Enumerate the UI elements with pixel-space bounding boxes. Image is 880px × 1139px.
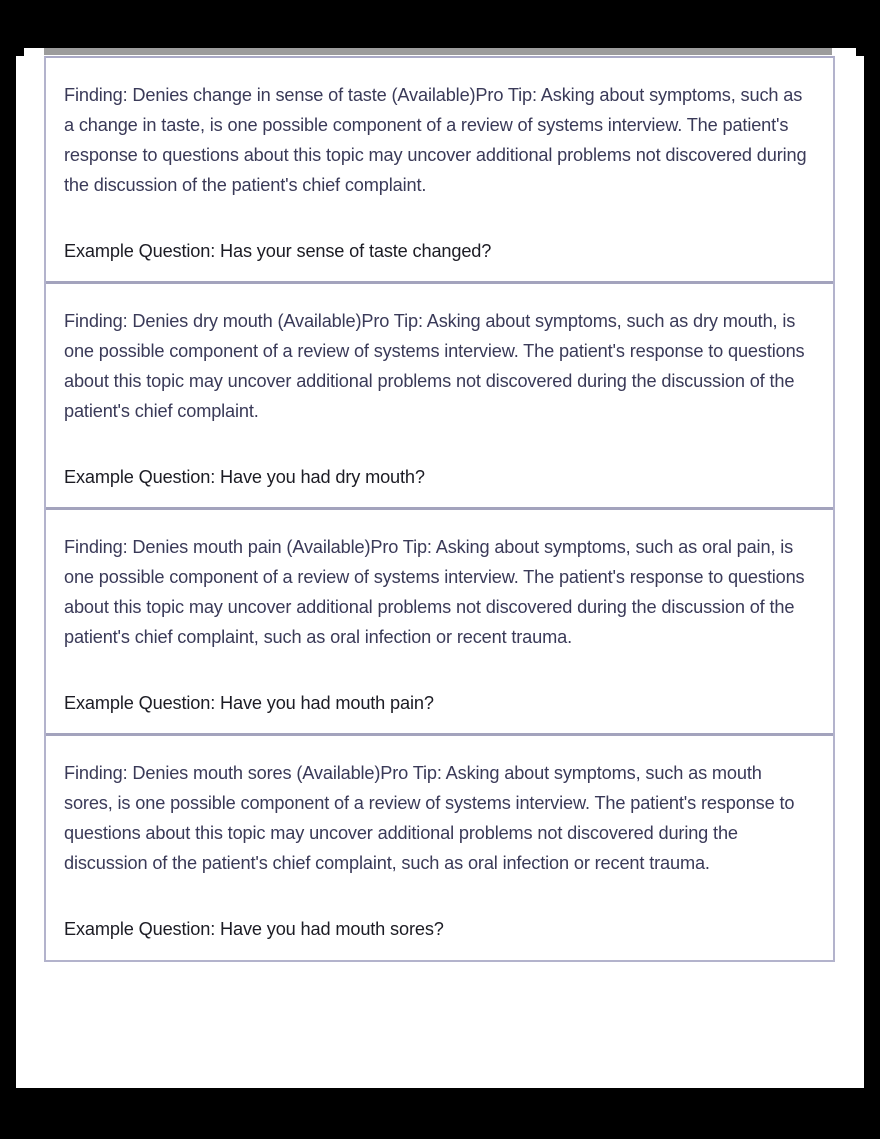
finding-card-taste (46, 58, 833, 284)
finding-text: Finding: Denies dry mouth (Available)Pro Tip: Asking about symptoms, such as dry mouth, is one possible component of a review of systems interview. The patient's response to questions about this topic may uncover additional problems not discovered during the discussion of the patient's chief complaint. (64, 311, 805, 421)
finding-text: Finding: Denies change in sense of taste (Available)Pro Tip: Asking about symptoms, such as a change in taste, is one possible component of a review of systems interview. The patient's response to questions about this topic may uncover additional problems not discovered during the discussion of the patient's chief complaint. (64, 85, 807, 195)
example-question: Example Question: Have you had mouth sores? (64, 919, 444, 939)
finding-text: Finding: Denies mouth sores (Available)Pro Tip: Asking about symptoms, such as mouth sores, is one possible component of a review of systems interview. The patient's response to questions about this topic may uncover additional problems not discovered during the discussion of the patient's chief complaint, such as oral infection or recent trauma. (64, 763, 795, 873)
example-question: Example Question: Has your sense of taste changed? (64, 241, 492, 261)
finding-card-dry-mouth (46, 284, 833, 510)
findings-list (44, 56, 835, 962)
finding-card-mouth-sores (46, 736, 833, 960)
example-question: Example Question: Have you had mouth pain? (64, 693, 434, 713)
finding-text: Finding: Denies mouth pain (Available)Pro Tip: Asking about symptoms, such as oral pain, is one possible component of a review of systems interview. The patient's response to questions about this topic may uncover additional problems not discovered during the discussion of the patient's chief complaint, such as oral infection or recent trauma. (64, 537, 805, 647)
header-bar (44, 48, 832, 55)
finding-card-mouth-pain (46, 510, 833, 736)
example-question: Example Question: Have you had dry mouth? (64, 467, 425, 487)
